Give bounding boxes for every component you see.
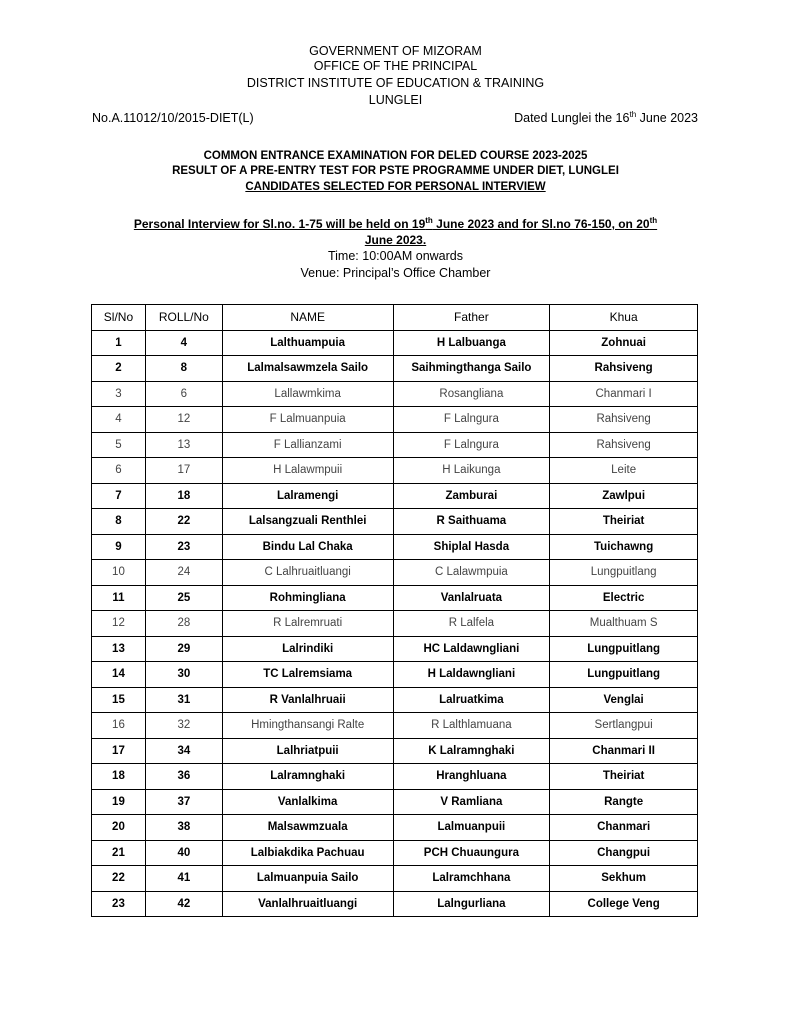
header-slno: Sl/No xyxy=(92,305,146,331)
table-header-row xyxy=(92,305,698,331)
cell-name: Lalrindiki xyxy=(222,636,393,662)
cell-father: K Lalramnghaki xyxy=(393,738,550,764)
table-row xyxy=(92,560,698,586)
table-row xyxy=(92,713,698,739)
cell-name: TC Lalremsiama xyxy=(222,662,393,688)
cell-khua: Rahsiveng xyxy=(550,432,698,458)
interview-text-b: June 2023 and for Sl.no 76-150, on 20 xyxy=(432,217,650,231)
cell-father: H Laikunga xyxy=(393,458,550,484)
cell-slno: 16 xyxy=(92,713,146,739)
cell-name: Lalthuampuia xyxy=(222,330,393,356)
interview-sup-b: th xyxy=(649,216,658,225)
cell-khua: Mualthuam S xyxy=(550,611,698,637)
cell-father: V Ramliana xyxy=(393,789,550,815)
cell-khua: Chanmari II xyxy=(550,738,698,764)
cell-khua: Tuichawng xyxy=(550,534,698,560)
cell-khua: Rahsiveng xyxy=(550,356,698,382)
table-row xyxy=(92,381,698,407)
cell-father: R Lalfela xyxy=(393,611,550,637)
header-institute: DISTRICT INSTITUTE OF EDUCATION & TRAINING xyxy=(246,76,545,90)
cell-father: Lalngurliana xyxy=(393,891,550,917)
cell-father: R Lalthlamuana xyxy=(393,713,550,739)
cell-khua: Lungpuitlang xyxy=(550,662,698,688)
interview-schedule-line1 xyxy=(0,217,791,231)
exam-title: COMMON ENTRANCE EXAMINATION FOR DELED COURSE 2023-2025 xyxy=(203,150,588,162)
cell-rollno: 17 xyxy=(145,458,222,484)
cell-slno: 8 xyxy=(92,509,146,535)
cell-father: Lalramchhana xyxy=(393,866,550,892)
cell-name: R Vanlalhruaii xyxy=(222,687,393,713)
cell-rollno: 38 xyxy=(145,815,222,841)
cell-slno: 3 xyxy=(92,381,146,407)
cell-name: Lalramnghaki xyxy=(222,764,393,790)
cell-father: PCH Chuaungura xyxy=(393,840,550,866)
cell-rollno: 36 xyxy=(145,764,222,790)
date-line xyxy=(514,111,698,125)
cell-slno: 4 xyxy=(92,407,146,433)
cell-name: Lalmuanpuia Sailo xyxy=(222,866,393,892)
cell-khua: Leite xyxy=(550,458,698,484)
cell-rollno: 23 xyxy=(145,534,222,560)
table-row xyxy=(92,458,698,484)
cell-rollno: 12 xyxy=(145,407,222,433)
interview-schedule-line2: June 2023. xyxy=(364,233,427,247)
cell-rollno: 34 xyxy=(145,738,222,764)
cell-slno: 15 xyxy=(92,687,146,713)
cell-rollno: 25 xyxy=(145,585,222,611)
cell-father: C Lalawmpuia xyxy=(393,560,550,586)
cell-father: HC Laldawngliani xyxy=(393,636,550,662)
cell-name: Malsawmzuala xyxy=(222,815,393,841)
cell-rollno: 37 xyxy=(145,789,222,815)
date-prefix: Dated Lunglei the 16 xyxy=(514,111,630,125)
cell-name: F Lalmuanpuia xyxy=(222,407,393,433)
cell-name: Lalramengi xyxy=(222,483,393,509)
table-row xyxy=(92,764,698,790)
cell-father: Hranghluana xyxy=(393,764,550,790)
interview-venue: Venue: Principal’s Office Chamber xyxy=(300,266,491,280)
cell-slno: 18 xyxy=(92,764,146,790)
header-khua: Khua xyxy=(550,305,698,331)
header-location: LUNGLEI xyxy=(368,93,423,107)
cell-father: Lalmuanpuii xyxy=(393,815,550,841)
cell-slno: 10 xyxy=(92,560,146,586)
cell-slno: 19 xyxy=(92,789,146,815)
cell-slno: 14 xyxy=(92,662,146,688)
cell-slno: 23 xyxy=(92,891,146,917)
cell-slno: 20 xyxy=(92,815,146,841)
header-father: Father xyxy=(393,305,550,331)
table-row xyxy=(92,356,698,382)
result-title: RESULT OF A PRE-ENTRY TEST FOR PSTE PROGRAMME UNDER DIET, LUNGLEI xyxy=(172,165,619,177)
cell-father: R Saithuama xyxy=(393,509,550,535)
cell-rollno: 40 xyxy=(145,840,222,866)
cell-rollno: 6 xyxy=(145,381,222,407)
cell-name: Vanlalhruaitluangi xyxy=(222,891,393,917)
cell-father: F Lalngura xyxy=(393,407,550,433)
cell-father: F Lalngura xyxy=(393,432,550,458)
cell-slno: 12 xyxy=(92,611,146,637)
cell-father: Lalruatkima xyxy=(393,687,550,713)
table-row xyxy=(92,330,698,356)
cell-khua: Zohnuai xyxy=(550,330,698,356)
cell-slno: 2 xyxy=(92,356,146,382)
cell-khua: College Veng xyxy=(550,891,698,917)
cell-slno: 6 xyxy=(92,458,146,484)
cell-name: H Lalawmpuii xyxy=(222,458,393,484)
table-row xyxy=(92,509,698,535)
cell-father: Zamburai xyxy=(393,483,550,509)
cell-name: Lalmalsawmzela Sailo xyxy=(222,356,393,382)
table-row xyxy=(92,840,698,866)
cell-khua: Rangte xyxy=(550,789,698,815)
cell-khua: Sertlangpui xyxy=(550,713,698,739)
table-row xyxy=(92,738,698,764)
table-row xyxy=(92,534,698,560)
date-superscript: th xyxy=(629,110,637,119)
cell-khua: Theiriat xyxy=(550,509,698,535)
cell-khua: Theiriat xyxy=(550,764,698,790)
cell-name: F Lallianzami xyxy=(222,432,393,458)
table-row xyxy=(92,891,698,917)
cell-slno: 17 xyxy=(92,738,146,764)
cell-father: H Laldawngliani xyxy=(393,662,550,688)
cell-khua: Rahsiveng xyxy=(550,407,698,433)
cell-rollno: 42 xyxy=(145,891,222,917)
cell-khua: Lungpuitlang xyxy=(550,636,698,662)
cell-khua: Lungpuitlang xyxy=(550,560,698,586)
cell-rollno: 41 xyxy=(145,866,222,892)
cell-father: Rosangliana xyxy=(393,381,550,407)
cell-slno: 11 xyxy=(92,585,146,611)
cell-rollno: 31 xyxy=(145,687,222,713)
cell-khua: Chanmari xyxy=(550,815,698,841)
cell-father: Saihmingthanga Sailo xyxy=(393,356,550,382)
cell-rollno: 18 xyxy=(145,483,222,509)
cell-rollno: 29 xyxy=(145,636,222,662)
cell-khua: Venglai xyxy=(550,687,698,713)
reference-number: No.A.11012/10/2015-DIET(L) xyxy=(92,111,254,125)
selection-title: CANDIDATES SELECTED FOR PERSONAL INTERVIEW xyxy=(245,181,546,193)
cell-name: Lallawmkima xyxy=(222,381,393,407)
table-row xyxy=(92,687,698,713)
interview-time: Time: 10:00AM onwards xyxy=(327,249,463,263)
header-office: OFFICE OF THE PRINCIPAL xyxy=(313,59,478,73)
results-table xyxy=(91,304,698,917)
cell-slno: 9 xyxy=(92,534,146,560)
cell-rollno: 4 xyxy=(145,330,222,356)
table-row xyxy=(92,866,698,892)
cell-slno: 7 xyxy=(92,483,146,509)
table-row xyxy=(92,662,698,688)
cell-rollno: 22 xyxy=(145,509,222,535)
cell-slno: 5 xyxy=(92,432,146,458)
header-government: GOVERNMENT OF MIZORAM xyxy=(309,44,482,58)
table-row xyxy=(92,483,698,509)
cell-rollno: 24 xyxy=(145,560,222,586)
cell-khua: Changpui xyxy=(550,840,698,866)
cell-father: Vanlalruata xyxy=(393,585,550,611)
cell-slno: 13 xyxy=(92,636,146,662)
date-suffix: June 2023 xyxy=(636,111,698,125)
cell-rollno: 8 xyxy=(145,356,222,382)
table-row xyxy=(92,789,698,815)
cell-khua: Zawlpui xyxy=(550,483,698,509)
cell-name: Rohmingliana xyxy=(222,585,393,611)
cell-khua: Sekhum xyxy=(550,866,698,892)
cell-slno: 21 xyxy=(92,840,146,866)
cell-father: Shiplal Hasda xyxy=(393,534,550,560)
cell-name: Lalbiakdika Pachuau xyxy=(222,840,393,866)
cell-name: Hmingthansangi Ralte xyxy=(222,713,393,739)
cell-slno: 1 xyxy=(92,330,146,356)
cell-rollno: 32 xyxy=(145,713,222,739)
interview-text-a: Personal Interview for Sl.no. 1-75 will be held on 19 xyxy=(133,217,426,231)
cell-slno: 22 xyxy=(92,866,146,892)
cell-father: H Lalbuanga xyxy=(393,330,550,356)
cell-rollno: 13 xyxy=(145,432,222,458)
interview-sup-a: th xyxy=(425,216,433,225)
cell-khua: Chanmari I xyxy=(550,381,698,407)
table-body xyxy=(92,330,698,917)
table-row xyxy=(92,432,698,458)
header-name: NAME xyxy=(222,305,393,331)
table-row xyxy=(92,585,698,611)
cell-name: Bindu Lal Chaka xyxy=(222,534,393,560)
table-row xyxy=(92,611,698,637)
cell-rollno: 30 xyxy=(145,662,222,688)
table-row xyxy=(92,815,698,841)
table-row xyxy=(92,407,698,433)
header-rollno: ROLL/No xyxy=(145,305,222,331)
cell-khua: Electric xyxy=(550,585,698,611)
cell-name: Lalhriatpuii xyxy=(222,738,393,764)
cell-rollno: 28 xyxy=(145,611,222,637)
cell-name: R Lalremruati xyxy=(222,611,393,637)
table-row xyxy=(92,636,698,662)
cell-name: C Lalhruaitluangi xyxy=(222,560,393,586)
cell-name: Vanlalkima xyxy=(222,789,393,815)
cell-name: Lalsangzuali Renthlei xyxy=(222,509,393,535)
